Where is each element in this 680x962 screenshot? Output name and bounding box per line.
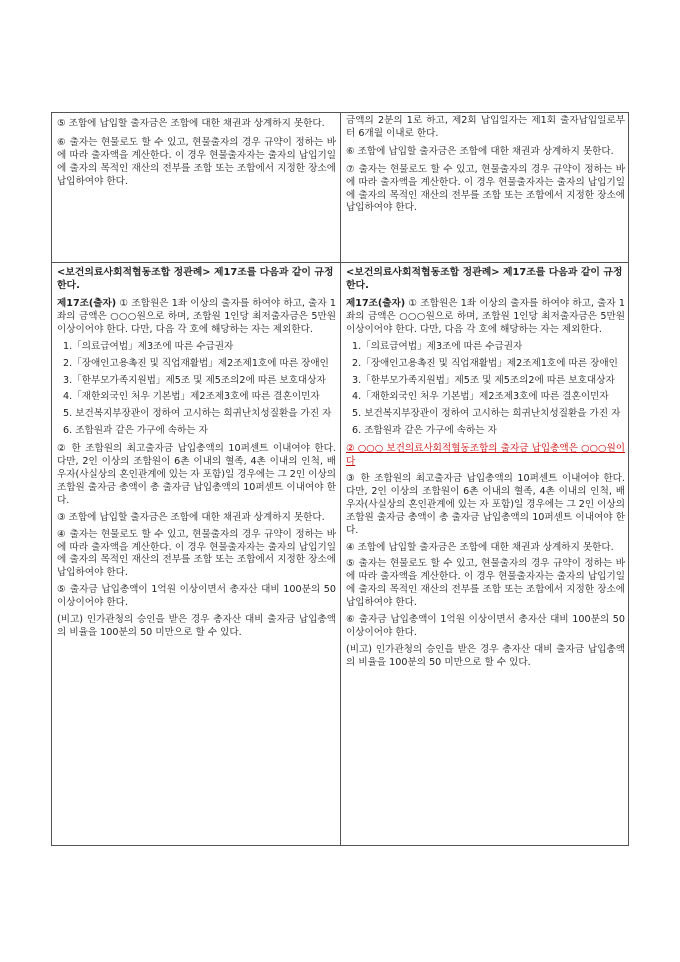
remark: (비고) 인가관청의 승인을 받은 경우 총자산 대비 출자금 납입총액의 비율을 100분의 50 미만으로 할 수 있다. (57, 614, 336, 638)
list-item: 2.「장애인고용촉진 및 직업재활법」제2조제1호에 따른 장애인 (63, 357, 329, 369)
paragraph: ⑥ 출자금 납입총액이 1억원 이상이면서 총자산 대비 100분의 50 이상이어야 한다. (346, 614, 625, 638)
remark: (비고) 인가관청의 승인을 받은 경우 총자산 대비 출자금 납입총액의 비율을 100분의 50 미만으로 할 수 있다. (346, 643, 625, 668)
inserted-paragraph: ② ○○○ 보건의료사회적협동조합의 출자금 납입총액은 ○○○원이다 (346, 443, 625, 468)
bottom-left-cell (52, 266, 340, 844)
list-item: 4.「재한외국인 처우 기본법」제2조제3호에 따른 결혼이민자 (63, 391, 320, 403)
list-item: 1.「의료급여법」제3조에 따른 수급권자 (63, 340, 234, 352)
list-item: 6. 조합원과 같은 가구에 속하는 자 (352, 425, 497, 437)
top-left-cell (52, 118, 340, 261)
list-item: 5. 보건복지부장관이 정하여 고시하는 희귀난치성질환을 가진 자 (352, 408, 621, 420)
article-intro (346, 298, 625, 337)
list-item: 3.「한부모가족지원법」제5조 및 제5조의2에 따른 보호대상자 (63, 374, 326, 386)
paragraph: ③ 한 조합원의 최고출자금 납입총액의 10퍼센트 이내여야 한다. 다만, 2인 이상의 조합원이 6촌 이내의 혈족, 4촌 이내의 인척, 배우자(사실상의 혼인관계에 있는 자 포함)일 경우에는 그 2인 이상의 조합원 출자금 총액이 총 출자금 납입총액의 10퍼센트 이내여야 한다. (346, 472, 625, 536)
comparison-table (51, 112, 629, 846)
list-item: 5. 보건복지부장관이 정하여 고시하는 희귀난치성질환을 가진 자 (63, 408, 332, 420)
section-heading: <보건의료사회적협동조합 정관례> 제17조를 다음과 같이 규정한다. (57, 267, 334, 291)
paragraph: ④ 출자는 현물로도 할 수 있고, 현물출자의 경우 규약이 정하는 바에 따라 출자액을 계산한다. 이 경우 현물출자자는 출자의 납입기일에 출자의 목적인 재산의 전부를 조합 또는 조합에서 지정한 장소에 납입하여야 한다. (57, 528, 336, 579)
paragraph: ④ 조합에 납입할 출자금은 조합에 대한 채권과 상계하지 못한다. (346, 541, 614, 553)
top-right-cell (341, 115, 629, 261)
paragraph: ⑤ 조합에 납입할 출자금은 조합에 대한 채권과 상계하지 못한다. (57, 118, 325, 129)
paragraph: 금액의 2분의 1로 하고, 제2회 납입일자는 제1회 출자납입일로부터 6개월 이내로 한다. (346, 115, 625, 139)
article-title: 제17조(출자) (346, 298, 406, 309)
article-intro-text: ① 조합원은 1좌 이상의 출자를 하여야 하고, 출자 1좌의 금액은 ○○○원으로 하며, 조합원 1인당 최저출자금은 5만원 이상이어야 한다. 다만, 다음 각 호에 해당하는 자는 제외한다. (346, 298, 625, 335)
paragraph: ⑤ 출자는 현물로도 할 수 있고, 현물출자의 경우 규약이 정하는 바에 따라 출자액을 계산한다. 이 경우 현물출자자는 출자의 납입기일에 출자의 목적인 재산의 전부를 조합 또는 조합에서 지정한 장소에 납입하여야 한다. (346, 558, 625, 609)
paragraph: ② 한 조합원의 최고출자금 납입총액의 10퍼센트 이내여야 한다. 다만, 2인 이상의 조합원이 6촌 이내의 혈족, 4촌 이내의 인척, 배우자(사실상의 혼인관계에 있는 자 포함)일 경우에는 그 2인 이상의 조합원 출자금 총액이 총 출자금 납입총액의 10퍼센트 이내여야 한다. (57, 443, 336, 506)
bottom-right-cell (341, 266, 629, 844)
paragraph: ⑤ 출자금 납입총액이 1억원 이상이면서 총자산 대비 100분의 50 이상이어야 한다. (57, 584, 336, 609)
row-divider (52, 262, 628, 263)
paragraph: ⑦ 출자는 현물로도 할 수 있고, 현물출자의 경우 규약이 정하는 바에 따라 출자액을 계산한다. 이 경우 현물출자자는 출자의 납입기일에 출자의 목적인 재산의 전부를 조합 또는 조합에서 지정한 장소에 납입하여야 한다. (346, 163, 625, 214)
article-title: 제17조(출자) (57, 298, 117, 309)
list-item: 1.「의료급여법」제3조에 따른 수급권자 (352, 340, 523, 352)
list-item: 6. 조합원과 같은 가구에 속하는 자 (63, 425, 208, 437)
list-item: 3.「한부모가족지원법」제5조 및 제5조의2에 따른 보호대상자 (352, 374, 615, 386)
paragraph: ⑥ 조합에 납입할 출자금은 조합에 대한 채권과 상계하지 못한다. (346, 145, 614, 157)
article-intro-text: ① 조합원은 1좌 이상의 출자를 하여야 하고, 출자 1좌의 금액은 ○○○원으로 하며, 조합원 1인당 최저출자금은 5만원 이상이어야 한다. 다만, 다음 각 호에 해당하는 자는 제외한다. (57, 298, 336, 335)
paragraph: ③ 조합에 납입할 출자금은 조합에 대한 채권과 상계하지 못한다. (57, 511, 325, 523)
section-heading: <보건의료사회적협동조합 정관례> 제17조를 다음과 같이 규정한다. (346, 267, 623, 291)
paragraph: ⑥ 출자는 현물로도 할 수 있고, 현물출자의 경우 규약이 정하는 바에 따라 출자액을 계산한다. 이 경우 현물출자자는 출자의 납입기일에 출자의 목적인 재산의 전부를 조합 또는 조합에서 지정한 장소에 납입하여야 한다. (57, 136, 336, 187)
list-item: 4.「재한외국인 처우 기본법」제2조제3호에 따른 결혼이민자 (352, 391, 609, 403)
article-intro (57, 298, 336, 337)
list-item: 2.「장애인고용촉진 및 직업재활법」제2조제1호에 따른 장애인 (352, 357, 618, 369)
